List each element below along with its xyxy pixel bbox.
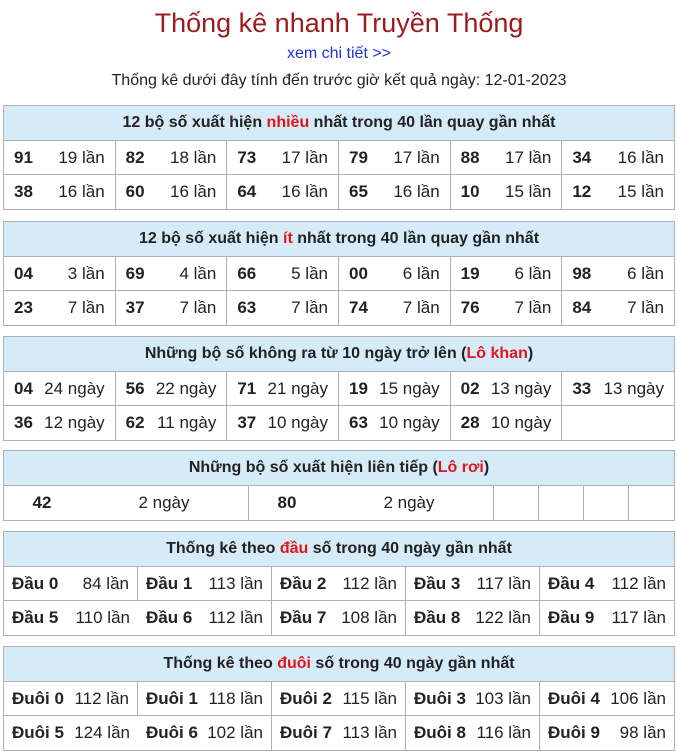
- stat-value: 6 lần: [402, 263, 440, 283]
- stat-cell: [339, 291, 451, 325]
- stat-cell: [4, 372, 116, 406]
- stat-key: Đuôi 2: [280, 688, 332, 708]
- stat-key: Đuôi 9: [548, 723, 600, 742]
- section-heading: [4, 337, 674, 372]
- stat-cell: [4, 716, 138, 750]
- stat-value: 22 ngày: [155, 378, 217, 398]
- stat-value: 13 ngày: [603, 378, 664, 398]
- stat-key: 60: [125, 182, 145, 201]
- stat-key: 19: [348, 378, 368, 398]
- lo-roi-value: 2 ngày: [138, 493, 190, 512]
- stat-value: 118 lần: [208, 688, 263, 708]
- stat-value: 16 lần: [170, 182, 217, 201]
- stat-key: Đuôi 1: [146, 688, 198, 708]
- stat-value: 17 lần: [281, 147, 328, 167]
- stat-key: Đầu 5: [12, 608, 59, 627]
- stat-key: 38: [14, 182, 33, 201]
- stat-cell: [451, 141, 563, 175]
- stat-key: 69: [125, 263, 145, 283]
- duoi-grid: [4, 682, 674, 750]
- stat-value: 11 ngày: [157, 413, 217, 432]
- stat-value: 15 lần: [505, 182, 552, 201]
- stat-cell: [138, 567, 272, 601]
- stat-cell: [339, 257, 451, 291]
- section-heading: [4, 451, 674, 486]
- heading-text: số trong 40 ngày gần nhất: [308, 540, 512, 557]
- stat-cell: [116, 291, 228, 325]
- stat-cell: [4, 291, 116, 325]
- stat-cell: [406, 716, 540, 750]
- stat-key: Đầu 0: [12, 573, 59, 593]
- stat-cell: [227, 141, 339, 175]
- stat-value: 110 lần: [75, 608, 130, 627]
- stat-cell: [406, 682, 540, 716]
- stat-value: 12 ngày: [44, 413, 105, 432]
- stat-value: 16 lần: [281, 182, 328, 201]
- stat-key: 64: [237, 182, 257, 201]
- stat-cell: [451, 257, 563, 291]
- stat-key: 02: [460, 378, 480, 398]
- stat-value: 10 ngày: [490, 413, 552, 432]
- stat-value: 103 lần: [475, 688, 531, 708]
- stat-key: Đuôi 0: [12, 688, 64, 708]
- stat-key: 73: [237, 147, 257, 167]
- stat-value: 10 ngày: [379, 413, 440, 432]
- heading-highlight: nhiều: [266, 114, 310, 131]
- lo-roi-cell: [249, 486, 494, 520]
- stat-value: 124 lần: [74, 723, 130, 742]
- stat-cell: [4, 141, 116, 175]
- stat-key: 91: [14, 147, 33, 167]
- stat-key: 36: [14, 413, 33, 432]
- stat-value: 7 lần: [67, 298, 105, 317]
- stat-value: 16 lần: [617, 147, 664, 167]
- stat-key: 28: [460, 413, 480, 432]
- stat-key: 04: [14, 378, 33, 398]
- stat-value: 24 ngày: [44, 378, 105, 398]
- stat-cell: [562, 257, 674, 291]
- section-heading: [4, 532, 674, 567]
- stat-cell: [227, 372, 339, 406]
- stat-value: 112 lần: [611, 573, 666, 593]
- stat-cell: [227, 175, 339, 209]
- stat-value: 108 lần: [341, 608, 397, 627]
- stat-value: 117 lần: [611, 608, 666, 627]
- stat-key: Đầu 8: [414, 608, 461, 627]
- heading-text: ): [483, 459, 490, 476]
- stat-key: Đuôi 6: [146, 723, 198, 742]
- heading-text: số trong 40 ngày gần nhất: [310, 655, 515, 672]
- stat-key: 00: [348, 263, 368, 283]
- stat-key: 84: [572, 298, 592, 317]
- stat-cell: [116, 372, 228, 406]
- stat-key: 82: [125, 147, 145, 167]
- lo-khan-grid: [4, 372, 674, 440]
- stat-key: 33: [572, 378, 592, 398]
- heading-text: Thống kê theo: [166, 540, 280, 557]
- stat-key: 23: [14, 298, 33, 317]
- stat-cell: [339, 372, 451, 406]
- stat-key: 10: [460, 182, 480, 201]
- lo-roi-empty-cell: [494, 486, 539, 520]
- stat-key: Đuôi 8: [414, 723, 466, 742]
- heading-text: nhất trong 40 lần quay gần nhất: [292, 230, 540, 247]
- stat-value: 7 lần: [627, 298, 664, 317]
- stat-value: 116 lần: [476, 723, 531, 742]
- stat-value: 106 lần: [610, 688, 666, 708]
- stat-cell: [4, 175, 116, 209]
- stat-value: 6 lần: [627, 263, 664, 283]
- stat-key: 88: [460, 147, 480, 167]
- lo-roi-number: 42: [32, 493, 52, 512]
- stat-cell: [272, 567, 406, 601]
- stat-value: 84 lần: [82, 573, 129, 593]
- duoi-section: [3, 646, 675, 751]
- heading-text: ): [527, 345, 534, 362]
- least-frequent-grid: [4, 257, 674, 325]
- stat-cell: [4, 257, 116, 291]
- lo-roi-cell: [4, 486, 249, 520]
- stat-cell: [272, 682, 406, 716]
- stat-key: Đuôi 4: [548, 688, 600, 708]
- stat-cell: [406, 567, 540, 601]
- stat-value: 113 lần: [342, 723, 397, 742]
- stat-cell: [227, 406, 339, 440]
- stat-value: 15 ngày: [379, 378, 440, 398]
- stat-key: 12: [572, 182, 592, 201]
- stat-value: 112 lần: [342, 573, 397, 593]
- stat-key: Đuôi 5: [12, 723, 64, 742]
- stat-key: Đuôi 3: [414, 688, 466, 708]
- stat-value: 122 lần: [475, 608, 531, 627]
- stat-cell: [339, 406, 451, 440]
- page-title: Thống kê nhanh Truyền Thống: [154, 8, 524, 38]
- stat-key: 66: [237, 263, 257, 283]
- heading-text: Những bộ số không ra từ 10 ngày trở lên (: [144, 345, 467, 362]
- stat-cell: [562, 372, 674, 406]
- stat-value: 3 lần: [67, 263, 105, 283]
- heading-highlight: Lô khan: [466, 345, 528, 362]
- stat-cell: [116, 406, 228, 440]
- stat-cell: [406, 601, 540, 635]
- stat-value: 15 lần: [617, 182, 664, 201]
- lo-khan-section: [3, 336, 675, 441]
- stat-key: 65: [348, 182, 368, 201]
- stat-value: 21 ngày: [267, 378, 328, 398]
- heading-text: Những bộ số xuất hiện liên tiếp (: [188, 459, 438, 476]
- heading-highlight: đầu: [279, 540, 309, 557]
- stat-key: 04: [14, 263, 33, 283]
- stat-value: 17 lần: [505, 147, 552, 167]
- stat-cell: [116, 175, 228, 209]
- stat-cell: [272, 716, 406, 750]
- most-frequent-section: [3, 105, 675, 210]
- lo-roi-row: [4, 486, 674, 520]
- stat-cell: [562, 291, 674, 325]
- stat-value: 117 lần: [476, 573, 531, 593]
- stat-cell: [138, 716, 272, 750]
- stat-cell: [451, 291, 563, 325]
- stat-key: 76: [460, 298, 480, 317]
- stat-key: Đầu 9: [548, 608, 595, 627]
- stat-cell: [4, 601, 138, 635]
- stat-value: 7 lần: [291, 298, 328, 317]
- stat-cell: [562, 175, 674, 209]
- lo-roi-section: [3, 450, 675, 521]
- stat-key: 74: [348, 298, 368, 317]
- stat-value: 16 lần: [393, 182, 440, 201]
- stat-value: 19 lần: [58, 147, 105, 167]
- stat-cell: [540, 682, 674, 716]
- stat-value: 6 lần: [514, 263, 552, 283]
- stat-cell: [4, 682, 138, 716]
- stat-cell: [451, 175, 563, 209]
- lo-roi-empty-cell: [584, 486, 629, 520]
- stat-key: 98: [572, 263, 592, 283]
- stat-key: 63: [237, 298, 257, 317]
- stat-key: 62: [125, 413, 145, 432]
- stat-key: Đầu 6: [146, 608, 193, 627]
- heading-text: Thống kê theo: [163, 655, 278, 672]
- stat-cell: [116, 257, 228, 291]
- heading-text: nhất trong 40 lần quay gần nhất: [309, 114, 556, 131]
- stat-cell: [272, 601, 406, 635]
- stat-key: Đầu 1: [146, 573, 193, 593]
- stat-value: 115 lần: [342, 688, 397, 708]
- stat-cell: [540, 716, 674, 750]
- stat-cell: [138, 682, 272, 716]
- stat-cell: [540, 567, 674, 601]
- section-heading: [4, 647, 674, 682]
- stat-key: 79: [348, 147, 368, 167]
- heading-highlight: đuôi: [277, 655, 311, 672]
- lo-roi-number: 80: [277, 493, 297, 512]
- heading-highlight: Lô rơi: [437, 459, 484, 476]
- page-header: [0, 0, 678, 92]
- least-frequent-section: [3, 221, 675, 326]
- stat-key: 63: [348, 413, 368, 432]
- dau-grid: [4, 567, 674, 635]
- stat-key: Đầu 3: [414, 573, 461, 593]
- stat-key: 34: [572, 147, 592, 167]
- lo-roi-value: 2 ngày: [383, 493, 435, 512]
- stat-value: 112 lần: [74, 688, 129, 708]
- stat-value: 7 lần: [514, 298, 552, 317]
- stat-key: 19: [460, 263, 480, 283]
- stat-value: 16 lần: [58, 182, 105, 201]
- stat-key: Đầu 4: [548, 573, 595, 593]
- heading-text: 12 bộ số xuất hiện: [122, 114, 267, 131]
- stat-value: 13 ngày: [490, 378, 552, 398]
- stat-cell: [339, 141, 451, 175]
- stat-value: 5 lần: [291, 263, 328, 283]
- stat-cell: [227, 257, 339, 291]
- stat-cell: [227, 291, 339, 325]
- stat-key: 37: [237, 413, 257, 432]
- heading-text: 12 bộ số xuất hiện: [138, 230, 283, 247]
- heading-highlight: ít: [283, 230, 293, 247]
- stat-key: 71: [237, 378, 257, 398]
- empty-cell: [562, 406, 674, 440]
- stat-value: 18 lần: [170, 147, 217, 167]
- stat-value: 98 lần: [619, 723, 666, 742]
- stat-value: 113 lần: [208, 573, 263, 593]
- stat-value: 4 lần: [179, 263, 217, 283]
- stat-cell: [562, 141, 674, 175]
- stat-key: 37: [125, 298, 145, 317]
- stat-cell: [451, 406, 563, 440]
- most-frequent-grid: [4, 141, 674, 209]
- stat-value: 17 lần: [393, 147, 440, 167]
- section-heading: [4, 106, 674, 141]
- dau-section: [3, 531, 675, 636]
- stat-value: 7 lần: [179, 298, 217, 317]
- stat-value: 7 lần: [402, 298, 440, 317]
- section-heading: [4, 222, 674, 257]
- stat-value: 112 lần: [208, 608, 263, 627]
- lo-roi-empty-cell: [629, 486, 674, 520]
- stat-key: Đầu 7: [280, 608, 327, 627]
- lo-roi-empty-cell: [539, 486, 584, 520]
- stat-key: 56: [125, 378, 145, 398]
- page-subtitle: Thống kê dưới đây tính đến trước giờ kết quả ngày: 12-01-2023: [111, 72, 567, 89]
- stat-cell: [339, 175, 451, 209]
- stat-value: 102 lần: [207, 723, 263, 742]
- stat-cell: [138, 601, 272, 635]
- stat-key: Đầu 2: [280, 573, 327, 593]
- view-details-link[interactable]: xem chi tiết >>: [286, 45, 392, 62]
- stat-cell: [451, 372, 563, 406]
- stat-cell: [116, 141, 228, 175]
- stat-cell: [540, 601, 674, 635]
- stat-key: Đuôi 7: [280, 723, 332, 742]
- stat-cell: [4, 567, 138, 601]
- stat-cell: [4, 406, 116, 440]
- stat-value: 10 ngày: [267, 413, 328, 432]
